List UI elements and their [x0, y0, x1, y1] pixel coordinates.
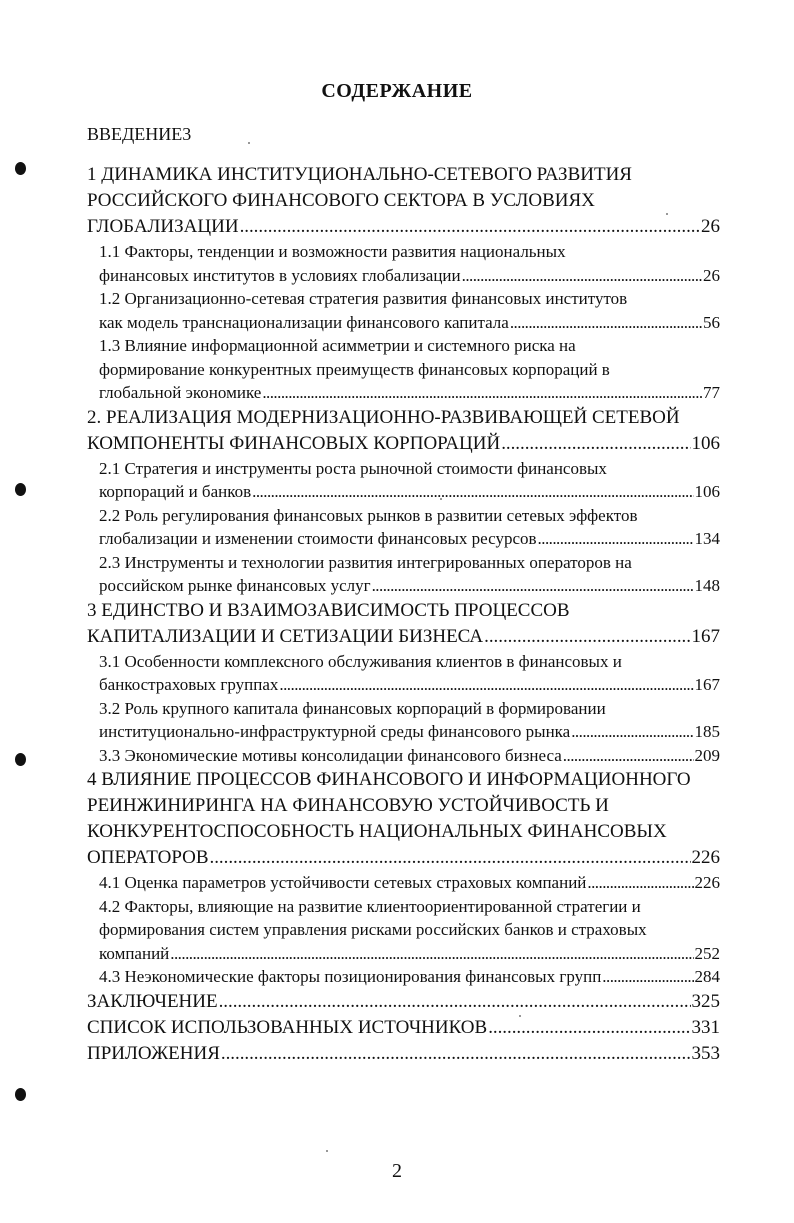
dot-leader: [279, 673, 693, 697]
toc-entry-text: институционально-инфраструктурной среды финансового рынка: [99, 722, 571, 741]
toc-page-ref: 226: [694, 873, 720, 892]
toc-page-ref: 209: [694, 745, 720, 765]
toc-entry-last-line: [87, 845, 720, 871]
toc-section: [87, 697, 720, 744]
scan-speck: [519, 1015, 521, 1017]
toc-page-ref: 148: [694, 576, 720, 595]
toc-entry-last-line: [99, 744, 720, 768]
toc-entry-last-line: [99, 720, 720, 744]
toc-page-ref: 106: [691, 432, 720, 454]
toc-section: [87, 744, 720, 768]
toc-entry-last-line: [99, 527, 720, 551]
toc-entry-text: 3.3 Экономические мотивы консолидации финансового бизнеса: [99, 745, 562, 765]
punch-hole: [15, 1088, 26, 1101]
toc-entry-last-line: [87, 214, 720, 240]
punch-hole: [15, 162, 26, 175]
toc-page-ref: 226: [691, 847, 720, 868]
dot-leader: [602, 965, 693, 989]
toc-entry-line: 2.2 Роль регулирования финансовых рынков в развитии сетевых эффектов: [99, 505, 638, 525]
toc-entry-text: компаний: [99, 943, 170, 963]
punch-hole: [15, 483, 26, 496]
toc-entry-line: КОНКУРЕНТОСПОСОБНОСТЬ НАЦИОНАЛЬНЫХ ФИНАНСОВЫХ: [87, 821, 667, 842]
toc-section: [87, 334, 720, 405]
toc-entry-last-line: [99, 965, 720, 989]
toc-entry-last-line: [99, 942, 720, 966]
dot-leader: [488, 1015, 690, 1041]
dot-leader: [462, 264, 702, 288]
toc-entry-line: 3.1 Особенности комплексного обслуживания клиентов в финансовых и: [99, 651, 622, 671]
toc-entry-line: 2. РЕАЛИЗАЦИЯ МОДЕРНИЗАЦИОННО-РАЗВИВАЮЩЕЙ СЕТЕВОЙ: [87, 406, 680, 428]
toc-page-ref: 325: [691, 990, 720, 1012]
toc-page-ref: 284: [694, 967, 720, 986]
toc-entry-text: КОМПОНЕНТЫ ФИНАНСОВЫХ КОРПОРАЦИЙ: [87, 432, 501, 454]
toc-entry-last-line: [87, 624, 720, 650]
toc-entry-text: СПИСОК ИСПОЛЬЗОВАННЫХ ИСТОЧНИКОВ: [87, 1016, 488, 1038]
scan-speck: [440, 498, 442, 500]
dot-leader: [252, 480, 693, 504]
dot-leader: [219, 989, 691, 1015]
toc-section: [87, 965, 720, 989]
toc-section: [87, 650, 720, 697]
toc-endmatter-item: [87, 1041, 720, 1067]
dot-leader: [538, 527, 694, 551]
toc-entry-last-line: [99, 871, 720, 895]
toc-page-ref: 56: [703, 312, 720, 332]
page-number: 2: [392, 1160, 402, 1182]
toc-chapter: [87, 162, 720, 240]
toc-entry-line: 1 ДИНАМИКА ИНСТИТУЦИОНАЛЬНО-СЕТЕВОГО РАЗВИТИЯ: [87, 164, 632, 185]
toc-entry-line: 4 ВЛИЯНИЕ ПРОЦЕССОВ ФИНАНСОВОГО И ИНФОРМАЦИОННОГО: [87, 769, 691, 790]
toc-section: [87, 287, 720, 334]
page-title: СОДЕРЖАНИЕ: [321, 80, 473, 102]
toc-entry-line: 1.2 Организационно-сетевая стратегия развития финансовых институтов: [99, 289, 628, 308]
dot-leader: [262, 381, 702, 405]
toc-entry-text: ОПЕРАТОРОВ: [87, 847, 209, 868]
toc-entry-text: банкостраховых группах: [99, 675, 279, 694]
toc-page-ref: 77: [703, 383, 720, 402]
toc-page-ref: 167: [694, 675, 720, 694]
dot-leader: [510, 311, 702, 335]
toc-entry-last-line: [99, 264, 720, 288]
dot-leader: [571, 720, 693, 744]
toc-entry-text: ПРИЛОЖЕНИЯ: [87, 1042, 220, 1064]
toc-section: [87, 457, 720, 504]
dot-leader: [587, 871, 693, 895]
toc-entry-text: глобальной экономике: [99, 383, 262, 402]
scan-speck: [666, 213, 668, 215]
toc-page-ref: 252: [694, 943, 720, 963]
toc-page-ref: 185: [694, 722, 720, 741]
toc-entry-line: 1.1 Факторы, тенденции и возможности развития национальных: [99, 242, 566, 261]
toc-entry-text: финансовых институтов в условиях глобализации: [99, 265, 461, 285]
toc-chapter: [87, 405, 720, 457]
toc-page-ref: 167: [691, 625, 720, 647]
toc-chapters: [87, 162, 720, 989]
toc-entry-last-line: [99, 480, 720, 504]
dot-leader: [484, 624, 690, 650]
scan-speck: [248, 142, 250, 144]
toc-section: [87, 504, 720, 551]
toc-entry-text: ГЛОБАЛИЗАЦИИ: [87, 216, 239, 237]
toc-entry-last-line: [99, 311, 720, 335]
toc-entry-last-line: [99, 673, 720, 697]
toc-entry-text: глобализации и изменении стоимости финансовых ресурсов: [99, 529, 537, 548]
toc-entry-text: как модель транснационализации финансового капитала: [99, 312, 509, 332]
toc-chapter: [87, 767, 720, 871]
toc-chapter: [87, 598, 720, 650]
toc-entry-line: РЕИНЖИНИРИНГА НА ФИНАНСОВУЮ УСТОЙЧИВОСТЬ И: [87, 795, 609, 816]
toc-page-ref: 106: [694, 482, 720, 501]
dot-leader: [170, 942, 693, 966]
toc-entry-last-line: [99, 381, 720, 405]
table-of-contents: [87, 122, 720, 1067]
dot-leader: [563, 744, 694, 768]
toc-section: [87, 551, 720, 598]
dot-leader: [210, 845, 691, 871]
toc-page-ref: 134: [694, 529, 720, 548]
punch-hole: [15, 753, 26, 766]
scan-speck: [326, 1150, 328, 1152]
toc-section: [87, 240, 720, 287]
toc-entry-text: корпораций и банков: [99, 482, 252, 501]
toc-entry-text: российском рынке финансовых услуг: [99, 576, 371, 595]
toc-entry-line: формирования систем управления рисками российских банков и страховых: [99, 920, 647, 939]
toc-entry-text: КАПИТАЛИЗАЦИИ И СЕТИЗАЦИИ БИЗНЕСА: [87, 625, 484, 647]
dot-leader: [501, 431, 690, 457]
toc-entry-last-line: [87, 431, 720, 457]
dot-leader: [221, 1041, 691, 1067]
toc-entry-line: 2.3 Инструменты и технологии развития интегрированных операторов на: [99, 552, 632, 572]
toc-entry-line: 4.2 Факторы, влияющие на развитие клиентоориентированной стратегии и: [99, 896, 641, 916]
toc-entry-line: 1.3 Влияние информационной асимметрии и системного риска на: [99, 336, 576, 355]
toc-page-ref: 331: [691, 1016, 720, 1038]
toc-entry-line: формирование конкурентных преимуществ финансовых корпораций в: [99, 359, 610, 379]
toc-entry-line: РОССИЙСКОГО ФИНАНСОВОГО СЕКТОРА В УСЛОВИЯХ: [87, 190, 595, 211]
toc-entry-last-line: [99, 574, 720, 598]
toc-entry-line: 2.1 Стратегия и инструменты роста рыночной стоимости финансовых: [99, 458, 607, 478]
toc-endmatter-item: [87, 1015, 720, 1041]
toc-entry-line: 3 ЕДИНСТВО И ВЗАИМОЗАВИСИМОСТЬ ПРОЦЕССОВ: [87, 599, 570, 621]
toc-intro: ВВЕДЕНИЕ3: [87, 124, 192, 144]
toc-endmatter-item: [87, 989, 720, 1015]
toc-entry-text: ЗАКЛЮЧЕНИЕ: [87, 990, 218, 1012]
toc-entry-line: 3.2 Роль крупного капитала финансовых корпораций в формировании: [99, 698, 606, 718]
toc-page-ref: 26: [701, 216, 720, 237]
toc-endmatter: [87, 989, 720, 1067]
toc-section: [87, 895, 720, 966]
toc-entry-text: 4.3 Неэкономические факторы позиционирования финансовых групп: [99, 967, 602, 986]
toc-entry-text: 4.1 Оценка параметров устойчивости сетевых страховых компаний: [99, 873, 587, 892]
toc-page-ref: 26: [703, 265, 720, 285]
dot-leader: [240, 214, 700, 240]
dot-leader: [372, 574, 694, 598]
toc-section: [87, 871, 720, 895]
toc-page-ref: 353: [691, 1042, 720, 1064]
